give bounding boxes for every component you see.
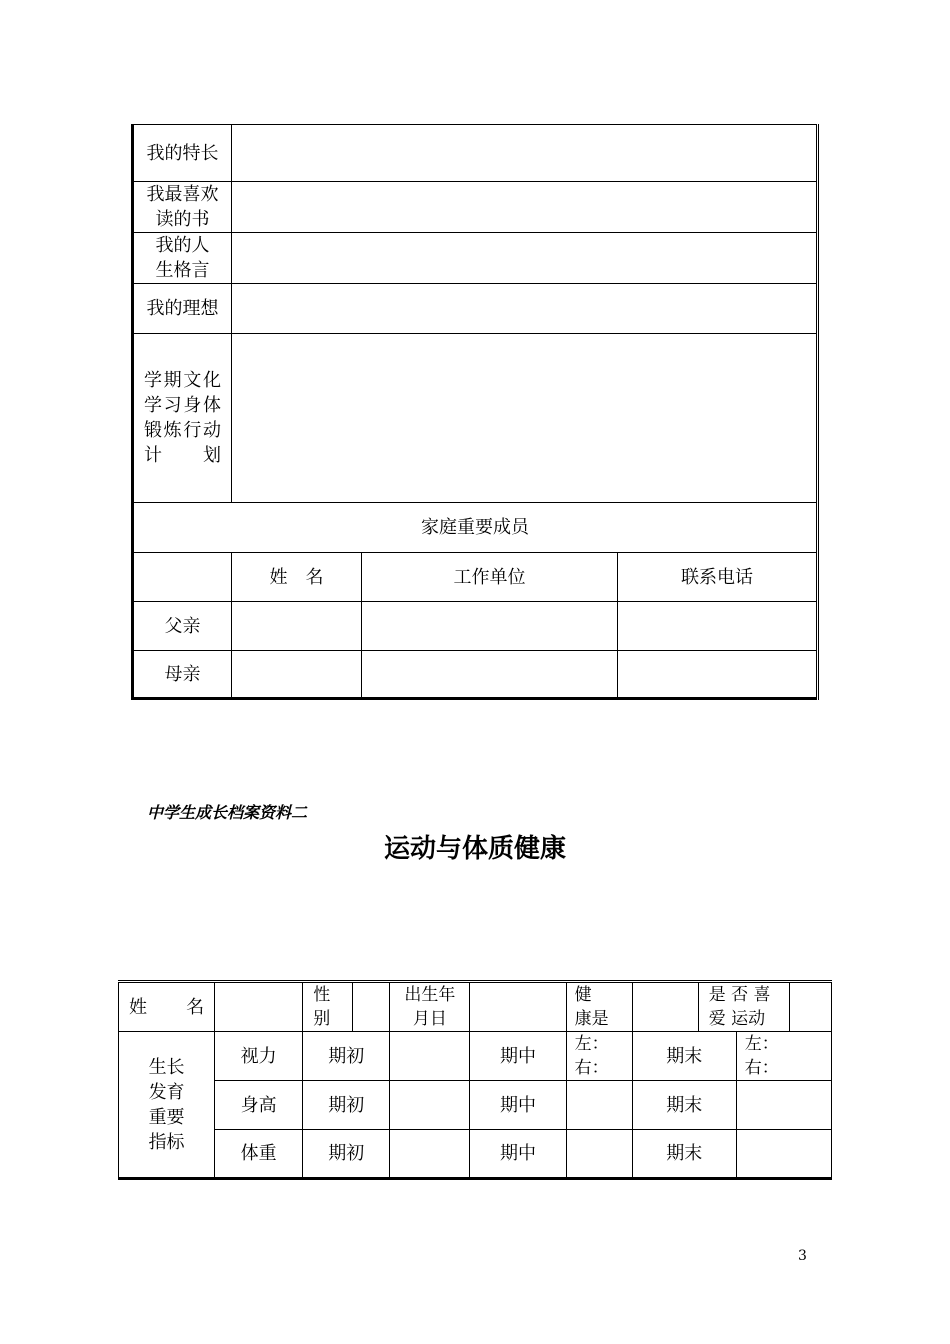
vision-label: 视力 [215,1032,303,1081]
plan-field[interactable] [232,334,818,503]
col-name-header: 姓 名 [232,553,362,602]
likes-sport-field[interactable] [789,982,831,1032]
height-label: 身高 [215,1081,303,1130]
height-mid-field[interactable] [566,1081,632,1130]
weight-mid-label: 期中 [470,1130,566,1179]
section-subtitle: 中学生成长档案资料二 [147,803,308,822]
vision-end-right: 右： [744,1058,779,1078]
mother-label: 母亲 [133,651,232,699]
ideal-label: 我的理想 [133,284,232,334]
mother-phone-field[interactable] [618,651,818,699]
ideal-field[interactable] [232,284,818,334]
family-header: 家庭重要成员 [133,503,818,553]
healthy-field[interactable] [632,982,698,1032]
personal-profile-table [131,124,819,700]
birth-label: 出生年月日 [390,982,470,1032]
section-title: 运动与体质健康 [383,834,566,864]
specialty-label: 我的特长 [133,125,232,182]
vision-mid-label: 期中 [470,1032,566,1081]
weight-start-field[interactable] [390,1130,470,1179]
mother-work-field[interactable] [362,651,618,699]
motto-label: 我的人生格言 [133,233,232,284]
weight-end-label: 期末 [632,1130,736,1179]
height-end-label: 期末 [632,1081,736,1130]
health-table [118,980,832,1180]
motto-field[interactable] [232,233,818,284]
weight-mid-field[interactable] [566,1130,632,1179]
mother-name-field[interactable] [232,651,362,699]
weight-start-label: 期初 [303,1130,390,1179]
vision-start-field[interactable] [390,1032,470,1081]
name-field[interactable] [215,982,303,1032]
vision-mid-left: 左： [574,1034,609,1054]
vision-end-left: 左： [744,1034,779,1054]
family-corner-cell [133,553,232,602]
father-phone-field[interactable] [618,602,818,651]
gender-field[interactable] [353,982,390,1032]
height-mid-label: 期中 [470,1081,566,1130]
vision-end-label: 期末 [632,1032,736,1081]
weight-end-field[interactable] [736,1130,831,1179]
height-end-field[interactable] [736,1081,831,1130]
col-phone-header: 联系电话 [618,553,818,602]
gender-label: 性别 [303,982,353,1032]
specialty-field[interactable] [232,125,818,182]
vision-mid-field[interactable] [566,1032,632,1081]
father-label: 父亲 [133,602,232,651]
plan-label: 学期文化学习身体锻炼行动计 划 [133,334,232,503]
vision-mid-right: 右： [574,1058,609,1078]
father-work-field[interactable] [362,602,618,651]
father-name-field[interactable] [232,602,362,651]
favorite-book-field[interactable] [232,182,818,233]
likes-sport-label: 是 否 喜 爱 运动 [698,982,789,1032]
vision-end-field[interactable] [736,1032,831,1081]
favorite-book-label: 我最喜欢读的书 [133,182,232,233]
col-work-header: 工作单位 [362,553,618,602]
name-label: 姓 名 [119,982,215,1032]
birth-field[interactable] [470,982,566,1032]
height-start-label: 期初 [303,1081,390,1130]
healthy-label: 健 康是 [566,982,632,1032]
vision-start-label: 期初 [303,1032,390,1081]
page-number: 3 [798,1248,807,1264]
growth-label: 生长发育重要指标 [119,1032,215,1179]
weight-label: 体重 [215,1130,303,1179]
height-start-field[interactable] [390,1081,470,1130]
